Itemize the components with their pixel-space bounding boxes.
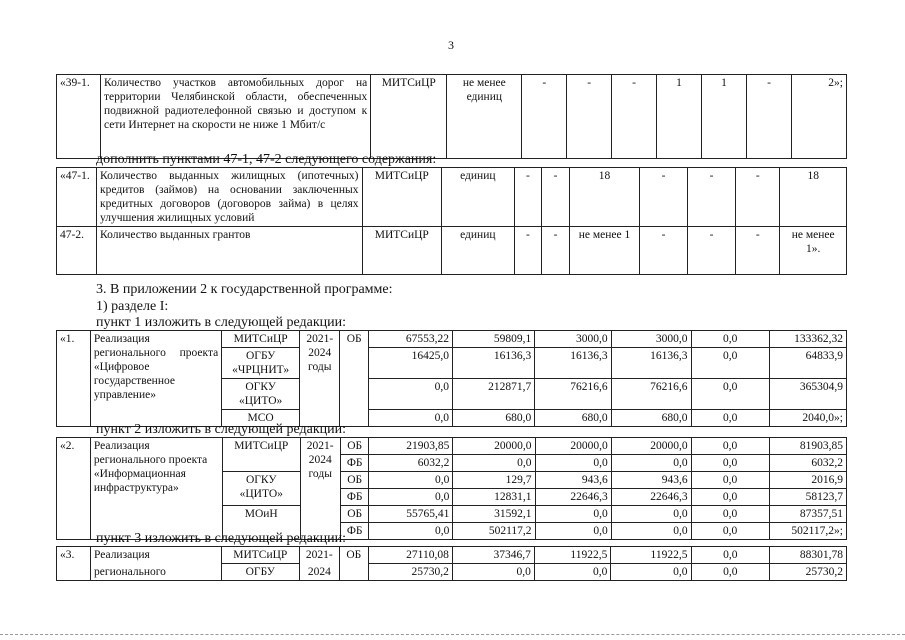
value-cell: 943,6 (535, 472, 611, 489)
value-cell: 0,0 (611, 455, 691, 472)
value-cell: 365304,9 (769, 379, 846, 410)
value-cell: 0,0 (452, 564, 534, 581)
value-cell: не менее 1 (569, 227, 639, 275)
value-cell: 502117,2 (453, 523, 535, 540)
value-cell: 6032,2 (769, 455, 846, 472)
paragraph-item-2: пункт 2 изложить в следующей редакции: (96, 422, 346, 437)
paragraph-item-3: пункт 3 изложить в следующей редакции: (96, 531, 346, 546)
value-cell: 87357,51 (769, 506, 846, 523)
paragraph-appendix-2: 3. В приложении 2 к государственной программе: (96, 282, 393, 297)
value-cell: 0,0 (691, 455, 769, 472)
value-cell: - (567, 75, 612, 159)
value-cell: 2016,9 (769, 472, 846, 489)
org-cell: МИТСиЦР (371, 75, 447, 159)
value-cell: 22646,3 (611, 489, 691, 506)
years-cell: 2024 (299, 564, 339, 581)
value-cell: 0,0 (691, 472, 769, 489)
value-cell: 0,0 (691, 438, 769, 455)
value-cell: 31592,1 (453, 506, 535, 523)
value-cell: - (736, 227, 780, 275)
table-row (57, 227, 847, 275)
org-cell: МСО (222, 410, 300, 427)
unit-cell: единиц (442, 227, 515, 275)
value-cell: 943,6 (611, 472, 691, 489)
value-cell: 212871,7 (453, 379, 535, 410)
unit-cell: не менее единиц (447, 75, 522, 159)
paragraph-section-1: 1) разделе I: (96, 299, 169, 314)
org-cell: ОГБУ (221, 564, 299, 581)
value-cell: 680,0 (611, 410, 691, 427)
paragraph-add-items: дополнить пунктами 47-1, 47-2 следующего содержания: (96, 152, 437, 167)
value-cell: 88301,78 (770, 547, 847, 564)
value-cell: - (747, 75, 792, 159)
org-cell: МИТСиЦР (362, 227, 442, 275)
fund-cell: ОБ (340, 506, 368, 523)
value-cell: - (688, 168, 736, 227)
value-cell: 67553,22 (368, 331, 452, 348)
value-cell: - (640, 227, 688, 275)
value-cell: 0,0 (691, 547, 770, 564)
value-cell: 76216,6 (535, 379, 611, 410)
years-cell: 2021- (299, 547, 339, 564)
row-number: «47-1. (57, 168, 97, 227)
value-cell: - (688, 227, 736, 275)
value-cell: 16136,3 (453, 348, 535, 379)
value-cell: - (514, 168, 542, 227)
value-cell: 0,0 (535, 455, 611, 472)
table-row (57, 75, 847, 159)
value-cell: 0,0 (368, 410, 452, 427)
value-cell: 2040,0»; (769, 410, 846, 427)
unit-cell: единиц (442, 168, 515, 227)
value-cell: - (522, 75, 567, 159)
value-cell: 25730,2 (368, 564, 452, 581)
value-cell: 1 (657, 75, 702, 159)
org-cell: ОГКУ «ЦИТО» (222, 472, 300, 506)
value-cell: 37346,7 (452, 547, 534, 564)
value-cell: 55765,41 (369, 506, 453, 523)
value-cell: 3000,0 (611, 331, 691, 348)
value-cell: 0,0 (611, 506, 691, 523)
value-cell: 11922,5 (534, 547, 610, 564)
value-cell: 0,0 (534, 564, 610, 581)
value-cell: 0,0 (691, 379, 769, 410)
fund-cell: ОБ (340, 331, 368, 427)
indicator-name: Количество выданных грантов (97, 227, 362, 275)
value-cell: 59809,1 (453, 331, 535, 348)
value-cell: 0,0 (611, 523, 691, 540)
value-cell: 18 (780, 168, 847, 227)
value-cell: 0,0 (691, 564, 770, 581)
value-cell: 0,0 (368, 379, 452, 410)
org-cell: ОГКУ «ЦИТО» (222, 379, 300, 410)
value-cell: 0,0 (691, 410, 769, 427)
years-cell: 2021-2024 годы (300, 438, 340, 540)
org-cell: МИТСиЦР (362, 168, 442, 227)
value-cell: 0,0 (369, 472, 453, 489)
value-cell: 133362,32 (769, 331, 846, 348)
project-name: Реализация (91, 547, 222, 564)
table-row (57, 564, 847, 581)
value-cell: - (542, 168, 570, 227)
value-cell: 16136,3 (611, 348, 691, 379)
fund-cell: ФБ (340, 523, 368, 540)
value-cell: - (542, 227, 570, 275)
value-cell: 18 (569, 168, 639, 227)
org-cell: ОГБУ «ЧРЦНИТ» (222, 348, 300, 379)
indicator-name: Количество участков автомобильных дорог на территории Челябинской области, обеспеченных подвижной радиотелефонной связью и доступом к сети Интернет на скорости не ниже 1 Мбит/с (101, 75, 371, 159)
value-cell: 0,0 (369, 489, 453, 506)
table-item-2 (56, 437, 847, 540)
value-cell: 680,0 (453, 410, 535, 427)
value-cell: 0,0 (691, 506, 769, 523)
value-cell: - (612, 75, 657, 159)
value-cell: 3000,0 (535, 331, 611, 348)
value-cell: 0,0 (369, 523, 453, 540)
table-item-3 (56, 546, 847, 581)
value-cell: 27110,08 (368, 547, 452, 564)
table-row (57, 168, 847, 227)
org-cell: МИТСиЦР (221, 547, 299, 564)
table-row (57, 438, 847, 455)
org-cell: МИТСиЦР (222, 331, 300, 348)
indicator-name: Количество выданных жилищных (ипотечных) кредитов (займов) на основании заключенных кредитных договоров (договоров займа) в целях улучшения жилищных условий (97, 168, 362, 227)
value-cell: не менее 1». (780, 227, 847, 275)
value-cell: 58123,7 (769, 489, 846, 506)
table-row (57, 547, 847, 564)
value-cell: 2»; (791, 75, 846, 159)
value-cell: - (736, 168, 780, 227)
value-cell: 0,0 (535, 523, 611, 540)
value-cell: 20000,0 (611, 438, 691, 455)
value-cell: 129,7 (453, 472, 535, 489)
value-cell: 6032,2 (369, 455, 453, 472)
page-number: 3 (448, 38, 454, 52)
table-item-1 (56, 330, 847, 427)
fund-cell: ОБ (340, 547, 368, 581)
value-cell: 22646,3 (535, 489, 611, 506)
value-cell: 0,0 (611, 564, 691, 581)
value-cell: 21903,85 (369, 438, 453, 455)
value-cell: 0,0 (691, 331, 769, 348)
value-cell: 0,0 (691, 348, 769, 379)
value-cell: - (514, 227, 542, 275)
project-name: Реализация регионального проекта «Цифровое государственное управление» (90, 331, 221, 427)
org-cell: МИТСиЦР (222, 438, 300, 472)
years-cell: 2021-2024 годы (300, 331, 340, 427)
value-cell: 0,0 (453, 455, 535, 472)
table-item-39-1 (56, 74, 847, 159)
fund-cell: ОБ (340, 472, 368, 489)
value-cell: 12831,1 (453, 489, 535, 506)
row-number: «39-1. (57, 75, 101, 159)
value-cell: 25730,2 (770, 564, 847, 581)
value-cell: 0,0 (535, 506, 611, 523)
value-cell: 20000,0 (535, 438, 611, 455)
project-name: Реализация регионального проекта «Информационная инфраструктура» (90, 438, 222, 540)
table-items-47 (56, 167, 847, 275)
value-cell: 16425,0 (368, 348, 452, 379)
value-cell: 1 (702, 75, 747, 159)
value-cell: 502117,2»; (769, 523, 846, 540)
project-name: регионального (91, 564, 222, 581)
value-cell: 81903,85 (769, 438, 846, 455)
row-number: «3. (57, 547, 91, 581)
value-cell: 0,0 (691, 489, 769, 506)
fund-cell: ФБ (340, 455, 368, 472)
value-cell: 16136,3 (535, 348, 611, 379)
row-number: «2. (57, 438, 91, 540)
row-number: 47-2. (57, 227, 97, 275)
table-row (57, 331, 847, 348)
fund-cell: ОБ (340, 438, 368, 455)
paragraph-item-1: пункт 1 изложить в следующей редакции: (96, 315, 346, 330)
fund-cell: ФБ (340, 489, 368, 506)
value-cell: - (640, 168, 688, 227)
value-cell: 20000,0 (453, 438, 535, 455)
value-cell: 11922,5 (611, 547, 691, 564)
org-cell: МОиН (222, 506, 300, 540)
value-cell: 680,0 (535, 410, 611, 427)
value-cell: 0,0 (691, 523, 769, 540)
row-number: «1. (57, 331, 91, 427)
value-cell: 64833,9 (769, 348, 846, 379)
value-cell: 76216,6 (611, 379, 691, 410)
page-bottom-edge (0, 634, 905, 635)
